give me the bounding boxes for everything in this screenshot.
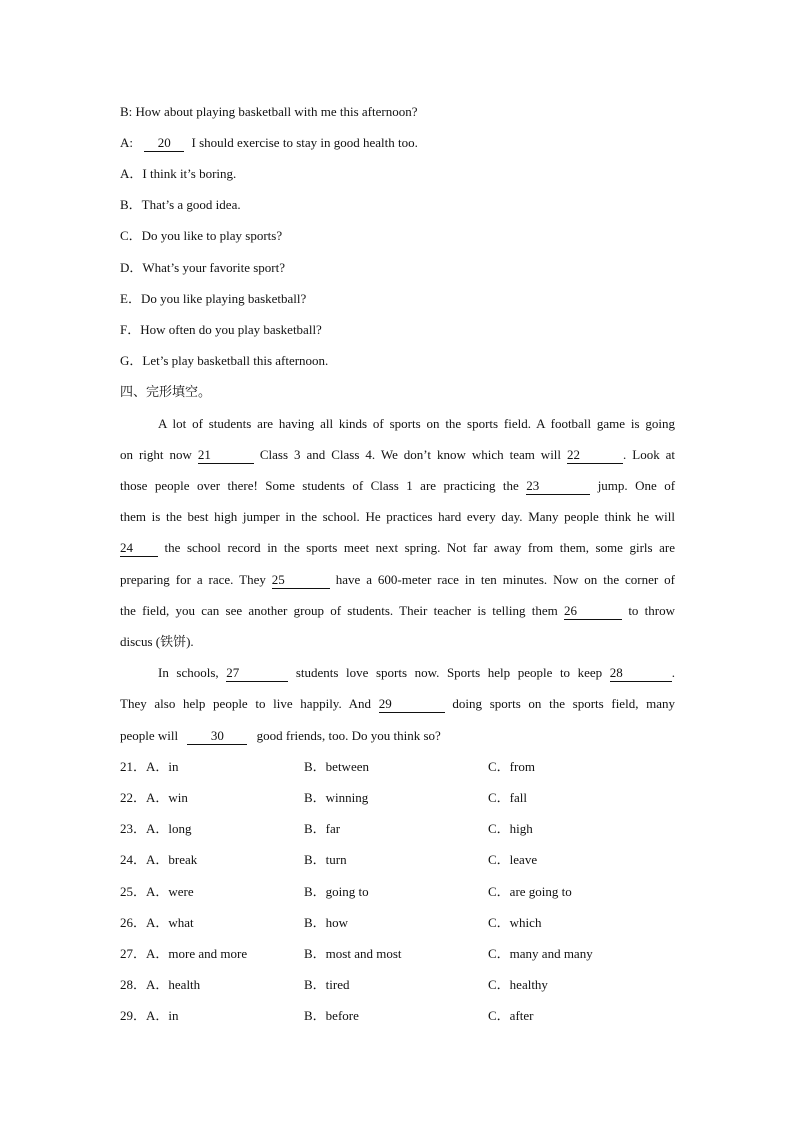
option-b: B．between: [304, 759, 369, 774]
option-num: 24．: [120, 852, 147, 867]
blank-22: 22: [567, 447, 623, 464]
option-num: 21．: [120, 759, 147, 774]
option-a-text: A．were: [146, 884, 194, 899]
option-a-text: A．long: [146, 821, 192, 836]
option-c: C．are going to: [488, 884, 572, 899]
option-a-text: A．in: [146, 1008, 179, 1023]
option-a: [120, 1006, 179, 1026]
option-a: [120, 850, 197, 870]
choice-c-text: C．Do you like to play sports?: [120, 228, 283, 243]
option-a-text: A．break: [146, 852, 198, 867]
option-c: C．after: [488, 1008, 534, 1023]
option-row: [120, 819, 680, 839]
passage-text: doing sports on the sports field, many: [452, 696, 675, 711]
option-row: [120, 882, 680, 902]
blank-29: 29: [379, 696, 445, 713]
blank-20: 20: [144, 135, 184, 152]
option-b: B．how: [304, 915, 349, 930]
option-c: C．fall: [488, 790, 527, 805]
passage-text: Class 3 and Class 4. We don’t know which team will: [259, 447, 562, 462]
option-a-text: A．win: [146, 790, 188, 805]
passage-line-1: [158, 414, 675, 434]
passage-text: . Look at: [623, 447, 676, 462]
passage-line-5: [120, 538, 675, 558]
passage-line-10: [120, 694, 675, 714]
option-num: 26．: [120, 915, 147, 930]
option-c: C．from: [488, 759, 535, 774]
passage-text: people will: [120, 728, 179, 743]
option-num: 28．: [120, 977, 147, 992]
choice-d: [120, 258, 675, 278]
option-a: [120, 975, 200, 995]
option-b: B．tired: [304, 977, 350, 992]
passage-text: jump. One of: [597, 478, 676, 493]
passage-line-8: [120, 632, 675, 652]
choice-f: [120, 320, 675, 340]
option-a: [120, 913, 194, 933]
passage-line-11: [120, 726, 675, 746]
blank-25: 25: [272, 572, 330, 589]
dialogue-a-prefix: A:: [120, 135, 133, 150]
option-c: C．which: [488, 915, 542, 930]
blank-30: 30: [187, 728, 247, 745]
option-a-text: A．in: [146, 759, 179, 774]
option-row: [120, 913, 680, 933]
dialogue-line-b: [120, 102, 675, 122]
passage-text: In schools,: [158, 665, 219, 680]
option-b: B．most and most: [304, 946, 402, 961]
choice-d-text: D．What’s your favorite sport?: [120, 260, 285, 275]
choice-a-text: A．I think it’s boring.: [120, 166, 237, 181]
option-row: [120, 757, 680, 777]
section-title-text: 四、完形填空。: [120, 385, 212, 400]
option-num: 23．: [120, 821, 147, 836]
option-num: 27．: [120, 946, 147, 961]
choice-g-text: G．Let’s play basketball this afternoon.: [120, 353, 329, 368]
choice-c: [120, 226, 675, 246]
passage-text: on right now: [120, 447, 192, 462]
option-b: B．before: [304, 1008, 359, 1023]
option-c: C．leave: [488, 852, 538, 867]
option-a: [120, 882, 194, 902]
option-row: [120, 975, 680, 995]
passage-line-6: [120, 570, 675, 590]
passage-text: discus (铁饼).: [120, 634, 194, 649]
option-num: 29．: [120, 1008, 147, 1023]
passage-text: them is the best high jumper in the school. He practices hard every day. Many people think he will: [120, 509, 675, 524]
option-b: B．winning: [304, 790, 369, 805]
passage-text: students love sports now. Sports help people to keep: [295, 665, 603, 680]
choice-f-text: F．How often do you play basketball?: [120, 322, 322, 337]
section-title: [120, 383, 675, 403]
option-b: B．going to: [304, 884, 369, 899]
passage-text: the field, you can see another group of students. Their teacher is telling them: [120, 603, 558, 618]
passage-text: good friends, too. Do you think so?: [256, 728, 441, 743]
choice-a: [120, 164, 675, 184]
blank-27: 27: [226, 665, 288, 682]
passage-line-2: [120, 445, 675, 465]
passage-text: A lot of students are having all kinds of sports on the sports field. A football game is going: [158, 416, 675, 431]
passage-text: those people over there! Some students of Class 1 are practicing the: [120, 478, 519, 493]
option-a: [120, 944, 247, 964]
option-a-text: A．what: [146, 915, 194, 930]
option-row: [120, 788, 680, 808]
option-a-text: A．health: [146, 977, 201, 992]
choice-b: [120, 195, 675, 215]
choice-e: [120, 289, 675, 309]
choice-b-text: B．That’s a good idea.: [120, 197, 241, 212]
passage-text: .: [671, 665, 675, 680]
option-row: [120, 944, 680, 964]
passage-line-7: [120, 601, 675, 621]
dialogue-line-a: [120, 133, 675, 153]
option-b: B．turn: [304, 852, 347, 867]
passage-line-4: [120, 507, 675, 527]
blank-26: 26: [564, 603, 622, 620]
passage-line-3: [120, 476, 675, 496]
dialogue-b-text: B: How about playing basketball with me this afternoon?: [120, 104, 418, 119]
option-num: 22．: [120, 790, 147, 805]
passage-line-9: [158, 663, 675, 683]
choice-e-text: E．Do you like playing basketball?: [120, 291, 307, 306]
option-c: C．high: [488, 821, 533, 836]
option-row: [120, 850, 680, 870]
option-a-text: A．more and more: [146, 946, 248, 961]
passage-text: preparing for a race. They: [120, 572, 266, 587]
blank-21: 21: [198, 447, 254, 464]
option-c: C．healthy: [488, 977, 548, 992]
choice-g: [120, 351, 675, 371]
option-a: [120, 757, 179, 777]
option-b: B．far: [304, 821, 341, 836]
passage-text: They also help people to live happily. And: [120, 696, 372, 711]
option-a: [120, 788, 188, 808]
option-c: C．many and many: [488, 946, 593, 961]
blank-28: 28: [610, 665, 672, 682]
option-row: [120, 1006, 680, 1026]
blank-23: 23: [526, 478, 590, 495]
passage-text: the school record in the sports meet next spring. Not far away from them, some girls are: [164, 540, 675, 555]
option-num: 25．: [120, 884, 147, 899]
dialogue-a-suffix: I should exercise to stay in good health too.: [191, 135, 418, 150]
option-a: [120, 819, 192, 839]
passage-text: have a 600-meter race in ten minutes. Now on the corner of: [335, 572, 676, 587]
blank-24: 24: [120, 540, 158, 557]
passage-text: to throw: [628, 603, 676, 618]
